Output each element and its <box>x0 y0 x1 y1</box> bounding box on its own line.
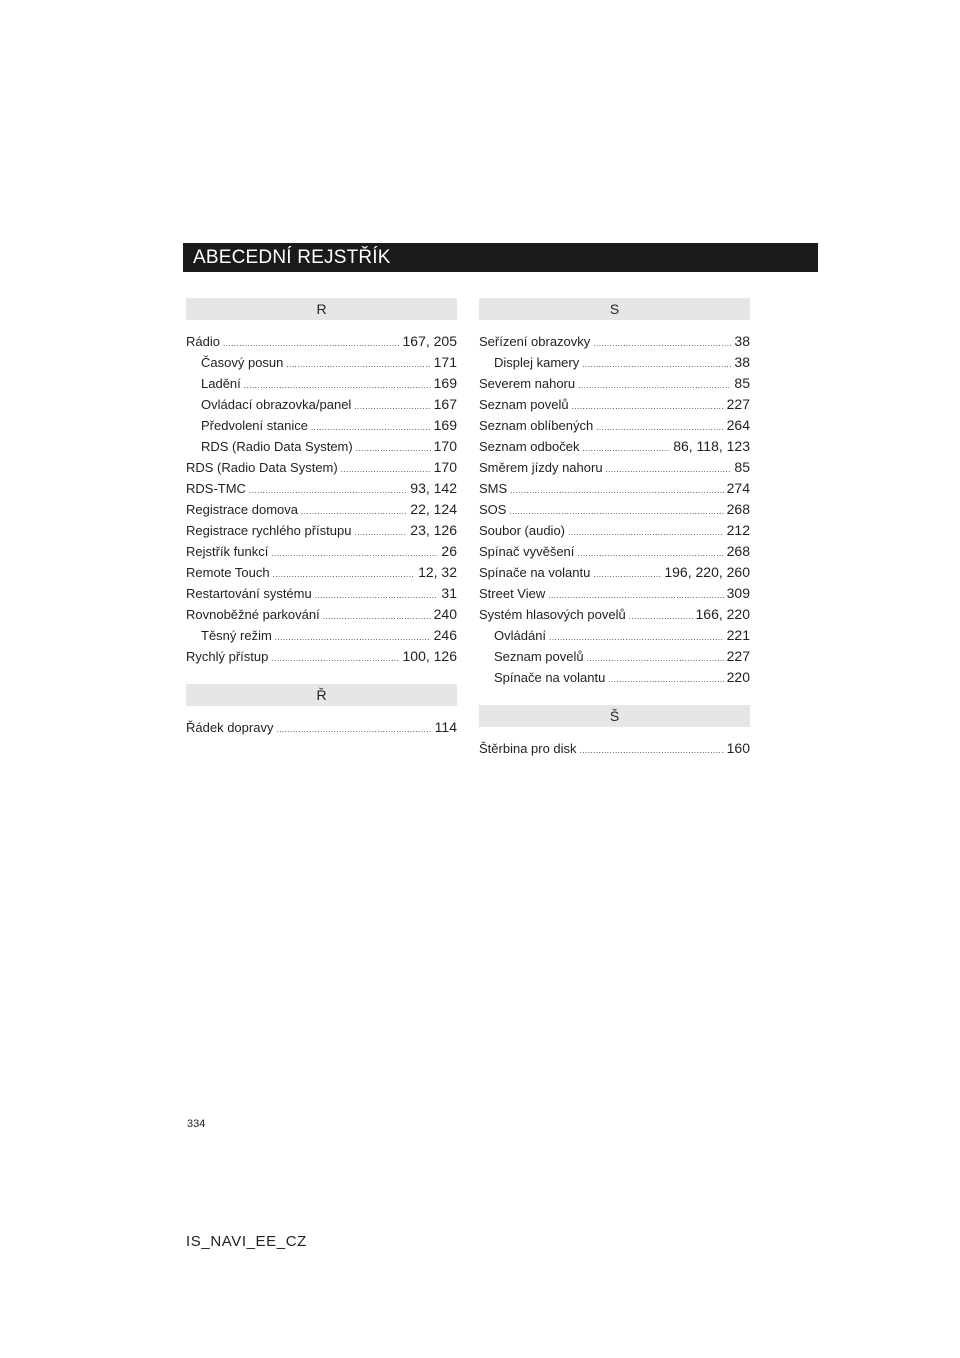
dot-leader <box>249 480 407 501</box>
index-entry <box>479 457 750 478</box>
index-page-numbers: 23, 126 <box>410 522 457 538</box>
index-term: Předvolení stanice <box>201 418 308 433</box>
dot-leader <box>301 501 407 522</box>
index-page-numbers: 100, 126 <box>402 648 457 664</box>
dot-leader <box>323 606 431 627</box>
index-term: Směrem jízdy nahoru <box>479 460 603 475</box>
index-page-numbers: 309 <box>726 585 750 601</box>
index-page-numbers: 268 <box>726 501 750 517</box>
index-term: Spínače na volantu <box>494 670 606 685</box>
index-entry <box>479 415 750 436</box>
index-page-numbers: 220 <box>726 669 750 685</box>
index-entry <box>479 520 750 541</box>
index-term: Displej kamery <box>494 355 580 370</box>
index-term: Řádek dopravy <box>186 720 274 735</box>
index-entry <box>186 520 457 541</box>
dot-leader <box>341 459 431 480</box>
section-letter-heading: S <box>479 298 750 320</box>
index-entry <box>186 499 457 520</box>
index-term: Rádio <box>186 334 220 349</box>
index-term: Rejstřík funkcí <box>186 544 269 559</box>
index-subentry <box>186 373 457 394</box>
dot-leader <box>577 543 723 564</box>
dot-leader <box>593 333 731 354</box>
index-header-bar <box>183 243 818 272</box>
dot-leader <box>549 627 724 648</box>
section-gap <box>186 667 457 684</box>
index-term: Systém hlasových povelů <box>479 607 626 622</box>
dot-leader <box>582 438 670 459</box>
index-term: SMS <box>479 481 508 496</box>
index-term: RDS-TMC <box>186 481 246 496</box>
index-page-numbers: 170 <box>433 459 457 475</box>
index-page-numbers: 93, 142 <box>410 480 457 496</box>
index-page-numbers: 227 <box>726 648 750 664</box>
dot-leader <box>510 480 723 501</box>
index-term: Registrace domova <box>186 502 298 517</box>
index-page-numbers: 212 <box>726 522 750 538</box>
index-page-numbers: 12, 32 <box>418 564 457 580</box>
dot-leader <box>578 375 731 396</box>
index-entry <box>186 541 457 562</box>
index-page-numbers: 196, 220, 260 <box>664 564 750 580</box>
index-term: RDS (Radio Data System) <box>186 460 338 475</box>
dot-leader <box>275 627 431 648</box>
dot-leader <box>582 354 731 375</box>
dot-leader <box>548 585 723 606</box>
index-term: Rychlý přístup <box>186 649 269 664</box>
index-page-numbers: 240 <box>433 606 457 622</box>
index-page-numbers: 85 <box>734 375 750 391</box>
index-page-numbers: 169 <box>433 417 457 433</box>
index-entry <box>479 738 750 759</box>
index-page-numbers: 86, 118, 123 <box>673 438 750 454</box>
index-term: Seznam povelů <box>479 397 569 412</box>
index-term: Remote Touch <box>186 565 270 580</box>
index-entry <box>479 541 750 562</box>
index-page-numbers: 38 <box>734 354 750 370</box>
index-term: Restartování systému <box>186 586 312 601</box>
index-entry <box>186 457 457 478</box>
document-code: IS_NAVI_EE_CZ <box>186 1233 307 1250</box>
dot-leader <box>244 375 431 396</box>
index-column-left <box>186 298 457 738</box>
index-entry <box>479 331 750 352</box>
index-term: Severem nahoru <box>479 376 576 391</box>
dot-leader <box>271 648 399 669</box>
index-term: RDS (Radio Data System) <box>201 439 353 454</box>
dot-leader <box>587 648 724 669</box>
index-entry <box>479 373 750 394</box>
index-subentry <box>479 667 750 688</box>
index-term: Seřízení obrazovky <box>479 334 591 349</box>
index-entry <box>186 583 457 604</box>
index-subentry <box>186 415 457 436</box>
dot-leader <box>354 396 430 417</box>
index-term: Street View <box>479 586 546 601</box>
index-page-numbers: 166, 220 <box>695 606 750 622</box>
index-page-numbers: 31 <box>441 585 457 601</box>
index-term: Ovládání <box>494 628 547 643</box>
index-page-numbers: 221 <box>726 627 750 643</box>
dot-leader <box>568 522 724 543</box>
section-letter-heading: Š <box>479 705 750 727</box>
index-page-numbers: 264 <box>726 417 750 433</box>
index-subentry <box>186 436 457 457</box>
index-page-numbers: 170 <box>433 438 457 454</box>
index-subentry <box>186 394 457 415</box>
dot-leader <box>572 396 724 417</box>
index-term: Seznam odboček <box>479 439 580 454</box>
index-page-numbers: 38 <box>734 333 750 349</box>
index-entry <box>479 499 750 520</box>
index-subentry <box>479 646 750 667</box>
index-term: Spínač vyvěšení <box>479 544 575 559</box>
index-page-numbers: 22, 124 <box>410 501 457 517</box>
index-entry <box>186 478 457 499</box>
index-entry <box>186 562 457 583</box>
index-entry <box>479 604 750 625</box>
page-number: 334 <box>187 1118 206 1130</box>
index-term: Seznam oblíbených <box>479 418 594 433</box>
index-term: Spínače na volantu <box>479 565 591 580</box>
dot-leader <box>596 417 723 438</box>
index-entry <box>186 331 457 352</box>
index-page-numbers: 246 <box>433 627 457 643</box>
index-term: Ovládací obrazovka/panel <box>201 397 352 412</box>
dot-leader <box>606 459 732 480</box>
dot-leader <box>315 585 439 606</box>
index-term: Štěrbina pro disk <box>479 741 577 756</box>
index-term: Těsný režim <box>201 628 272 643</box>
index-page-numbers: 26 <box>441 543 457 559</box>
index-term: Seznam povelů <box>494 649 584 664</box>
index-subentry <box>479 352 750 373</box>
index-entry <box>479 436 750 457</box>
section-letter-heading: R <box>186 298 457 320</box>
dot-leader <box>276 719 431 740</box>
index-entry <box>479 394 750 415</box>
index-term: Soubor (audio) <box>479 523 565 538</box>
index-page-numbers: 274 <box>726 480 750 496</box>
index-entry <box>186 646 457 667</box>
index-page-numbers: 167, 205 <box>402 333 457 349</box>
index-subentry <box>479 625 750 646</box>
dot-leader <box>271 543 438 564</box>
dot-leader <box>354 522 407 543</box>
index-column-right <box>479 298 750 759</box>
index-entry <box>186 604 457 625</box>
index-subentry <box>186 625 457 646</box>
index-term: SOS <box>479 502 507 517</box>
index-term: Ladění <box>201 376 241 391</box>
index-entry <box>186 717 457 738</box>
index-page-numbers: 114 <box>434 719 457 735</box>
index-page-numbers: 227 <box>726 396 750 412</box>
index-page-numbers: 85 <box>734 459 750 475</box>
index-page-numbers: 160 <box>726 740 750 756</box>
index-subentry <box>186 352 457 373</box>
dot-leader <box>273 564 415 585</box>
index-term: Časový posun <box>201 355 284 370</box>
index-entry <box>479 562 750 583</box>
dot-leader <box>286 354 430 375</box>
dot-leader <box>629 606 693 627</box>
index-entry <box>479 478 750 499</box>
index-term: Rovnoběžné parkování <box>186 607 320 622</box>
dot-leader <box>580 740 724 761</box>
index-page-numbers: 167 <box>433 396 457 412</box>
section-letter-heading: Ř <box>186 684 457 706</box>
index-page-numbers: 171 <box>433 354 457 370</box>
index-page-numbers: 268 <box>726 543 750 559</box>
index-page-numbers: 169 <box>433 375 457 391</box>
dot-leader <box>509 501 723 522</box>
index-entry <box>479 583 750 604</box>
index-term: Registrace rychlého přístupu <box>186 523 352 538</box>
dot-leader <box>223 333 400 354</box>
dot-leader <box>608 669 723 690</box>
section-gap <box>479 688 750 705</box>
dot-leader <box>356 438 431 459</box>
dot-leader <box>593 564 661 585</box>
index-title: ABECEDNÍ REJSTŘÍK <box>193 247 391 268</box>
dot-leader <box>311 417 431 438</box>
